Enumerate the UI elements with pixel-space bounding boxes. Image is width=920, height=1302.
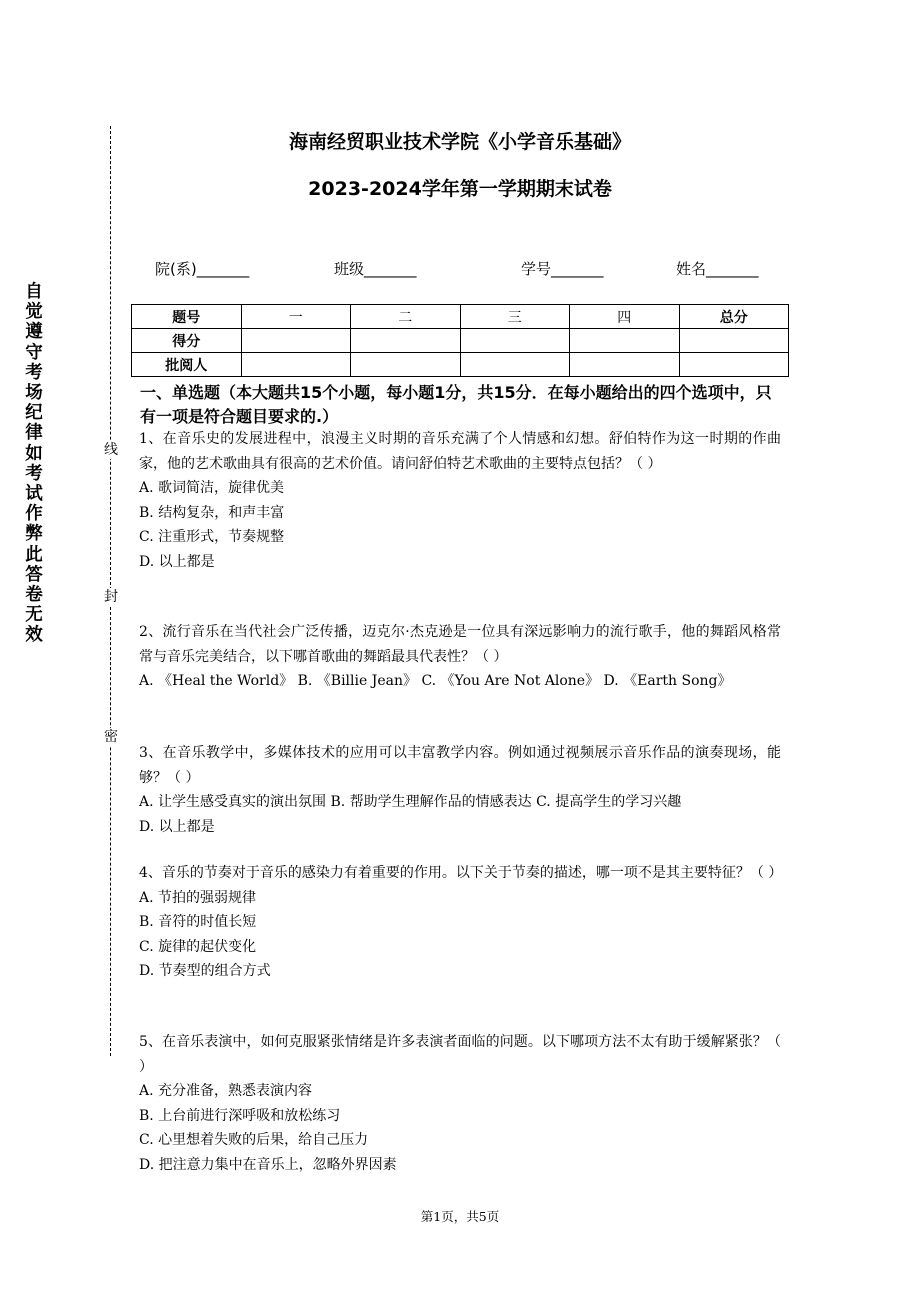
- question-stem: 5、在音乐表演中，如何克服紧张情绪是许多表演者面临的问题。以下哪项方法不太有助于缓解紧张？（ ）: [139, 1034, 781, 1075]
- option-c: C. 注重形式，节奏规整: [139, 529, 285, 545]
- department-field: 院(系)_______: [155, 260, 250, 278]
- question-stem: 1、在音乐史的发展进程中，浪漫主义时期的音乐充满了个人情感和幻想。舒伯特作为这一时期的作曲家，他的艺术歌曲具有很高的艺术价值。请问舒伯特艺术歌曲的主要特点包括？（ ）: [139, 431, 781, 472]
- score-cell: [570, 329, 680, 353]
- reviewer-cell: [460, 353, 570, 377]
- option-b: B. 上台前进行深呼吸和放松练习: [139, 1107, 341, 1124]
- section-heading: 一、单选题（本大题共15个小题，每小题1分，共15分．在每小题给出的四个选项中，只有一项是符合题目要求的.）: [140, 383, 772, 426]
- cut-mark-secret: 密: [104, 729, 118, 745]
- score-table-header-row: [132, 305, 789, 329]
- question-2: [139, 620, 781, 694]
- question-stem: 4、音乐的节奏对于音乐的感染力有着重要的作用。以下关于节奏的描述，哪一项不是其主要特征？（ ）: [139, 865, 783, 881]
- header-cell: 四: [570, 305, 680, 329]
- score-cell: [679, 329, 789, 353]
- option-b: B. 音符的时值长短: [139, 914, 257, 930]
- option-a: A. 歌词简洁，旋律优美: [139, 480, 285, 496]
- score-row-label: 得分: [132, 329, 242, 353]
- score-cell: [241, 329, 351, 353]
- cut-mark-line: 线: [104, 442, 118, 458]
- option-b: B. 结构复杂，和声丰富: [139, 504, 285, 521]
- exam-title: 海南经贸职业技术学院《小学音乐基础》: [288, 131, 631, 153]
- option-d: D. 把注意力集中在音乐上，忽略外界因素: [139, 1156, 397, 1173]
- question-stem: 3、在音乐教学中，多媒体技术的应用可以丰富教学内容。例如通过视频展示音乐作品的演奏现场，能够？（ ）: [139, 745, 781, 786]
- options-inline: A. 《Heal the World》 B. 《Billie Jean》 C. 《You Are Not Alone》 D. 《Earth Song》: [139, 673, 732, 689]
- reviewer-cell: [351, 353, 461, 377]
- option-a: A. 节拍的强弱规律: [139, 889, 257, 906]
- header-cell: 一: [241, 305, 351, 329]
- question-5: [139, 1030, 781, 1177]
- header-cell: 题号: [132, 305, 242, 329]
- score-table: [131, 304, 789, 377]
- option-d: D. 节奏型的组合方式: [139, 963, 271, 979]
- question-4: [139, 861, 781, 984]
- header-cell: 三: [460, 305, 570, 329]
- cut-mark-seal: 封: [104, 589, 118, 605]
- option-d: D. 以上都是: [139, 553, 215, 570]
- question-1: [139, 427, 781, 574]
- reviewer-cell: [679, 353, 789, 377]
- student-id-field: 学号_______: [521, 260, 604, 278]
- options-inline: A. 让学生感受真实的演出氛围 B. 帮助学生理解作品的情感表达 C. 提高学生的学习兴趣: [139, 794, 682, 810]
- question-stem: 2、流行音乐在当代社会广泛传播，迈克尔·杰克逊是一位具有深远影响力的流行歌手，他的舞蹈风格常常与音乐完美结合，以下哪首歌曲的舞蹈最具代表性？（ ）: [139, 624, 781, 665]
- reviewer-cell: [570, 353, 680, 377]
- header-cell: 二: [351, 305, 461, 329]
- reviewer-row-label: 批阅人: [132, 353, 242, 377]
- side-notice: 自觉遵守考场纪律如考试作弊此答卷无效: [25, 282, 43, 646]
- option-c: C. 心里想着失败的后果，给自己压力: [139, 1132, 369, 1148]
- option-a: A. 充分准备，熟悉表演内容: [139, 1083, 313, 1099]
- score-row: [132, 329, 789, 353]
- reviewer-row: [132, 353, 789, 377]
- name-field: 姓名_______: [676, 260, 759, 278]
- class-field: 班级_______: [334, 260, 417, 278]
- option-c: C. 旋律的起伏变化: [139, 938, 257, 955]
- option-d: D. 以上都是: [139, 818, 215, 835]
- score-cell: [351, 329, 461, 353]
- reviewer-cell: [241, 353, 351, 377]
- question-3: [139, 741, 781, 839]
- score-cell: [460, 329, 570, 353]
- header-cell: 总分: [679, 305, 789, 329]
- exam-subtitle: 2023-2024学年第一学期期末试卷: [308, 178, 612, 200]
- page-footer: 第1页，共5页: [420, 1209, 500, 1224]
